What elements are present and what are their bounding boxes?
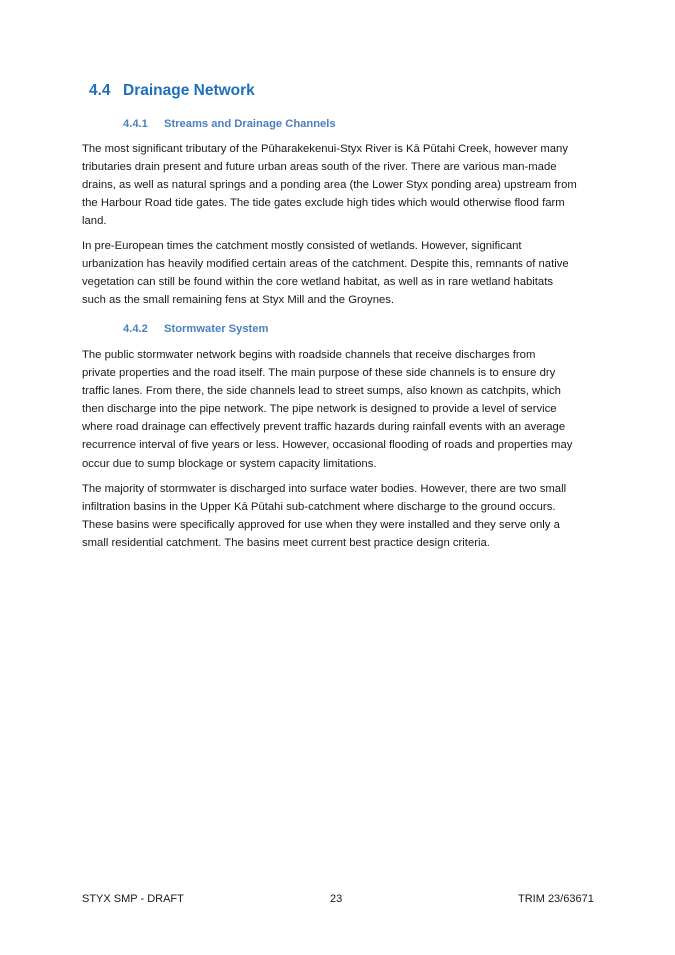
text-line: The public stormwater network begins with roadside channels that receive discharges from	[82, 349, 536, 361]
footer-document-title: STYX SMP - DRAFT	[82, 893, 184, 905]
text-line: the Harbour Road tide gates. The tide gates exclude high tides which would otherwise flood farm	[82, 197, 565, 210]
text-line: occur due to sump blockage or system capacity limitations.	[82, 457, 377, 470]
text-line: drains, as well as natural springs and a ponding area (the Lower Styx ponding area) upstream from	[82, 179, 577, 192]
text-line: The majority of stormwater is discharged into surface water bodies. However, there are two small	[82, 483, 567, 495]
subsection-number: 4.4.2	[123, 323, 148, 335]
subsection-heading-4-4-1	[123, 118, 336, 130]
text-line: In pre-European times the catchment mostly consisted of wetlands. However, significant	[82, 240, 522, 252]
footer-reference: TRIM 23/63671	[518, 893, 594, 905]
text-line: land.	[82, 215, 107, 228]
footer-page-number: 23	[330, 893, 343, 905]
text-line: traffic lanes. From there, the side channels lead to street sumps, also known as catchpits, which	[82, 385, 561, 398]
subsection-heading-4-4-2	[123, 323, 268, 335]
text-line: These basins were specifically approved for use when they were installed and they serve only a	[82, 519, 560, 532]
text-line: The most significant tributary of the Pūharakekenui-Styx River is Kā Pūtahi Creek, however many	[82, 143, 568, 155]
text-line: tributaries drain present and future urban areas south of the river. There are various man-made	[82, 161, 557, 174]
paragraph-stormwater-network	[82, 346, 602, 473]
paragraph-tributaries	[82, 140, 602, 230]
text-line: such as the small remaining fens at Styx Mill and the Groynes.	[82, 294, 395, 307]
text-line: urbanization has heavily modified certain areas of the catchment. Despite this, remnants of native	[82, 258, 569, 271]
subsection-title: Stormwater System	[164, 323, 269, 335]
text-line: private properties and the road itself. The main purpose of these side channels is to ensure dry	[82, 367, 556, 380]
paragraph-infiltration-basins	[82, 480, 602, 552]
paragraph-wetlands	[82, 237, 602, 309]
subsection-number: 4.4.1	[123, 118, 148, 130]
section-number: 4.4	[89, 82, 111, 99]
subsection-title: Streams and Drainage Channels	[164, 118, 336, 130]
text-line: vegetation can still be found within the core wetland habitat, as well as in rare wetland habitats	[82, 276, 553, 289]
text-line: where road drainage can effectively prevent traffic hazards during rainfall events with an average	[82, 421, 566, 434]
text-line: small residential catchment. The basins meet current best practice design criteria.	[82, 537, 490, 550]
text-line: recurrence interval of five years or less. However, occasional flooding of roads and properties may	[82, 439, 573, 452]
section-heading	[89, 82, 255, 100]
text-line: then discharge into the pipe network. The pipe network is designed to provide a level of service	[82, 403, 557, 416]
section-title: Drainage Network	[123, 82, 255, 99]
text-line: infiltration basins in the Upper Kā Pūtahi sub-catchment where discharge to the ground occurs.	[82, 501, 556, 514]
